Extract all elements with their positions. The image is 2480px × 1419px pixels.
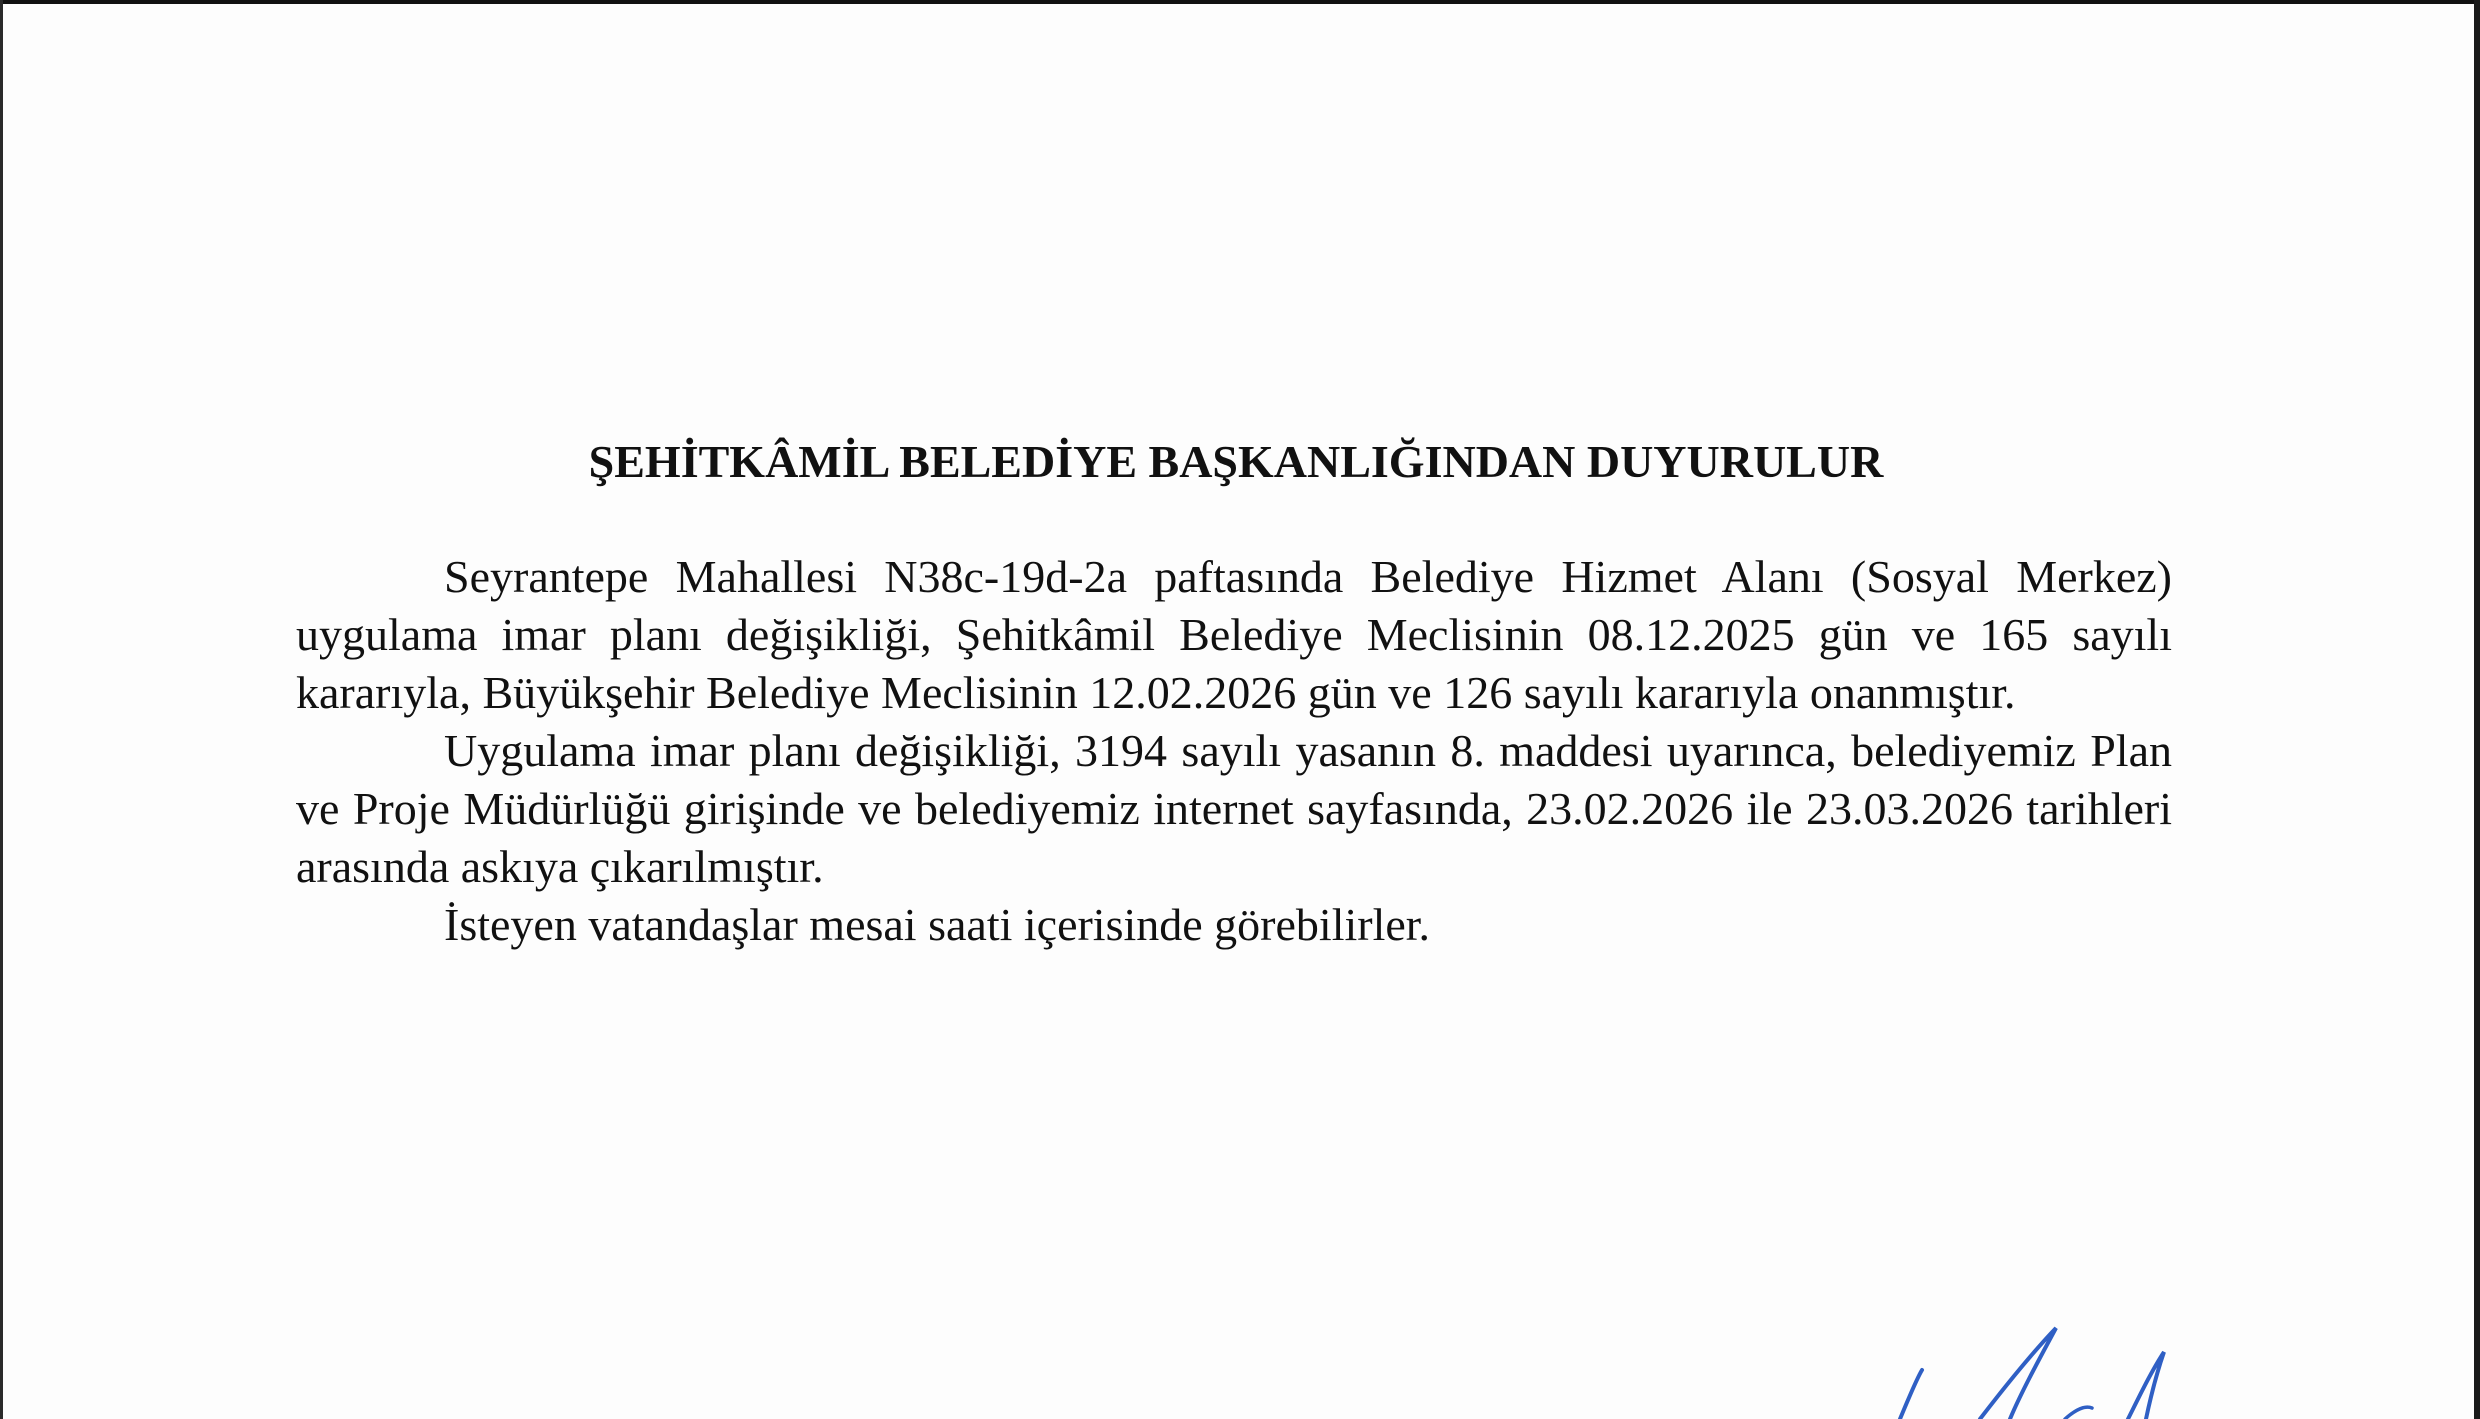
announcement-body xyxy=(296,548,2172,954)
paragraph-citizens-notice: İsteyen vatandaşlar mesai saati içerisinde görebilirler. xyxy=(444,899,1431,950)
scan-edge-top xyxy=(0,0,2480,4)
scan-edge-right xyxy=(2474,0,2480,1419)
scan-edge-left xyxy=(0,0,3,1419)
paragraph-public-display: Uygulama imar planı değişikliği, 3194 sayılı yasanın 8. maddesi uyarınca, belediyemiz Plan ve Proje Müdürlüğü girişinde ve belediyemiz internet sayfasında, 23.02.2026 ile 23.03.2026 tarihleri arasında askıya çıkarılmıştır. xyxy=(296,725,2172,892)
handwritten-signature xyxy=(1860,1310,2280,1419)
paragraph-plan-approval: Seyrantepe Mahallesi N38c-19d-2a paftasında Belediye Hizmet Alanı (Sosyal Merkez) uygulama imar planı değişikliği, Şehitkâmil Belediye Meclisinin 08.12.2025 gün ve 165 sayılı kararıyla, Büyükşehir Belediye Meclisinin 12.02.2026 gün ve 126 sayılı kararıyla onanmıştır. xyxy=(296,551,2172,718)
announcement-title: ŞEHİTKÂMİL BELEDİYE BAŞKANLIĞINDAN DUYURULUR xyxy=(588,436,1884,487)
